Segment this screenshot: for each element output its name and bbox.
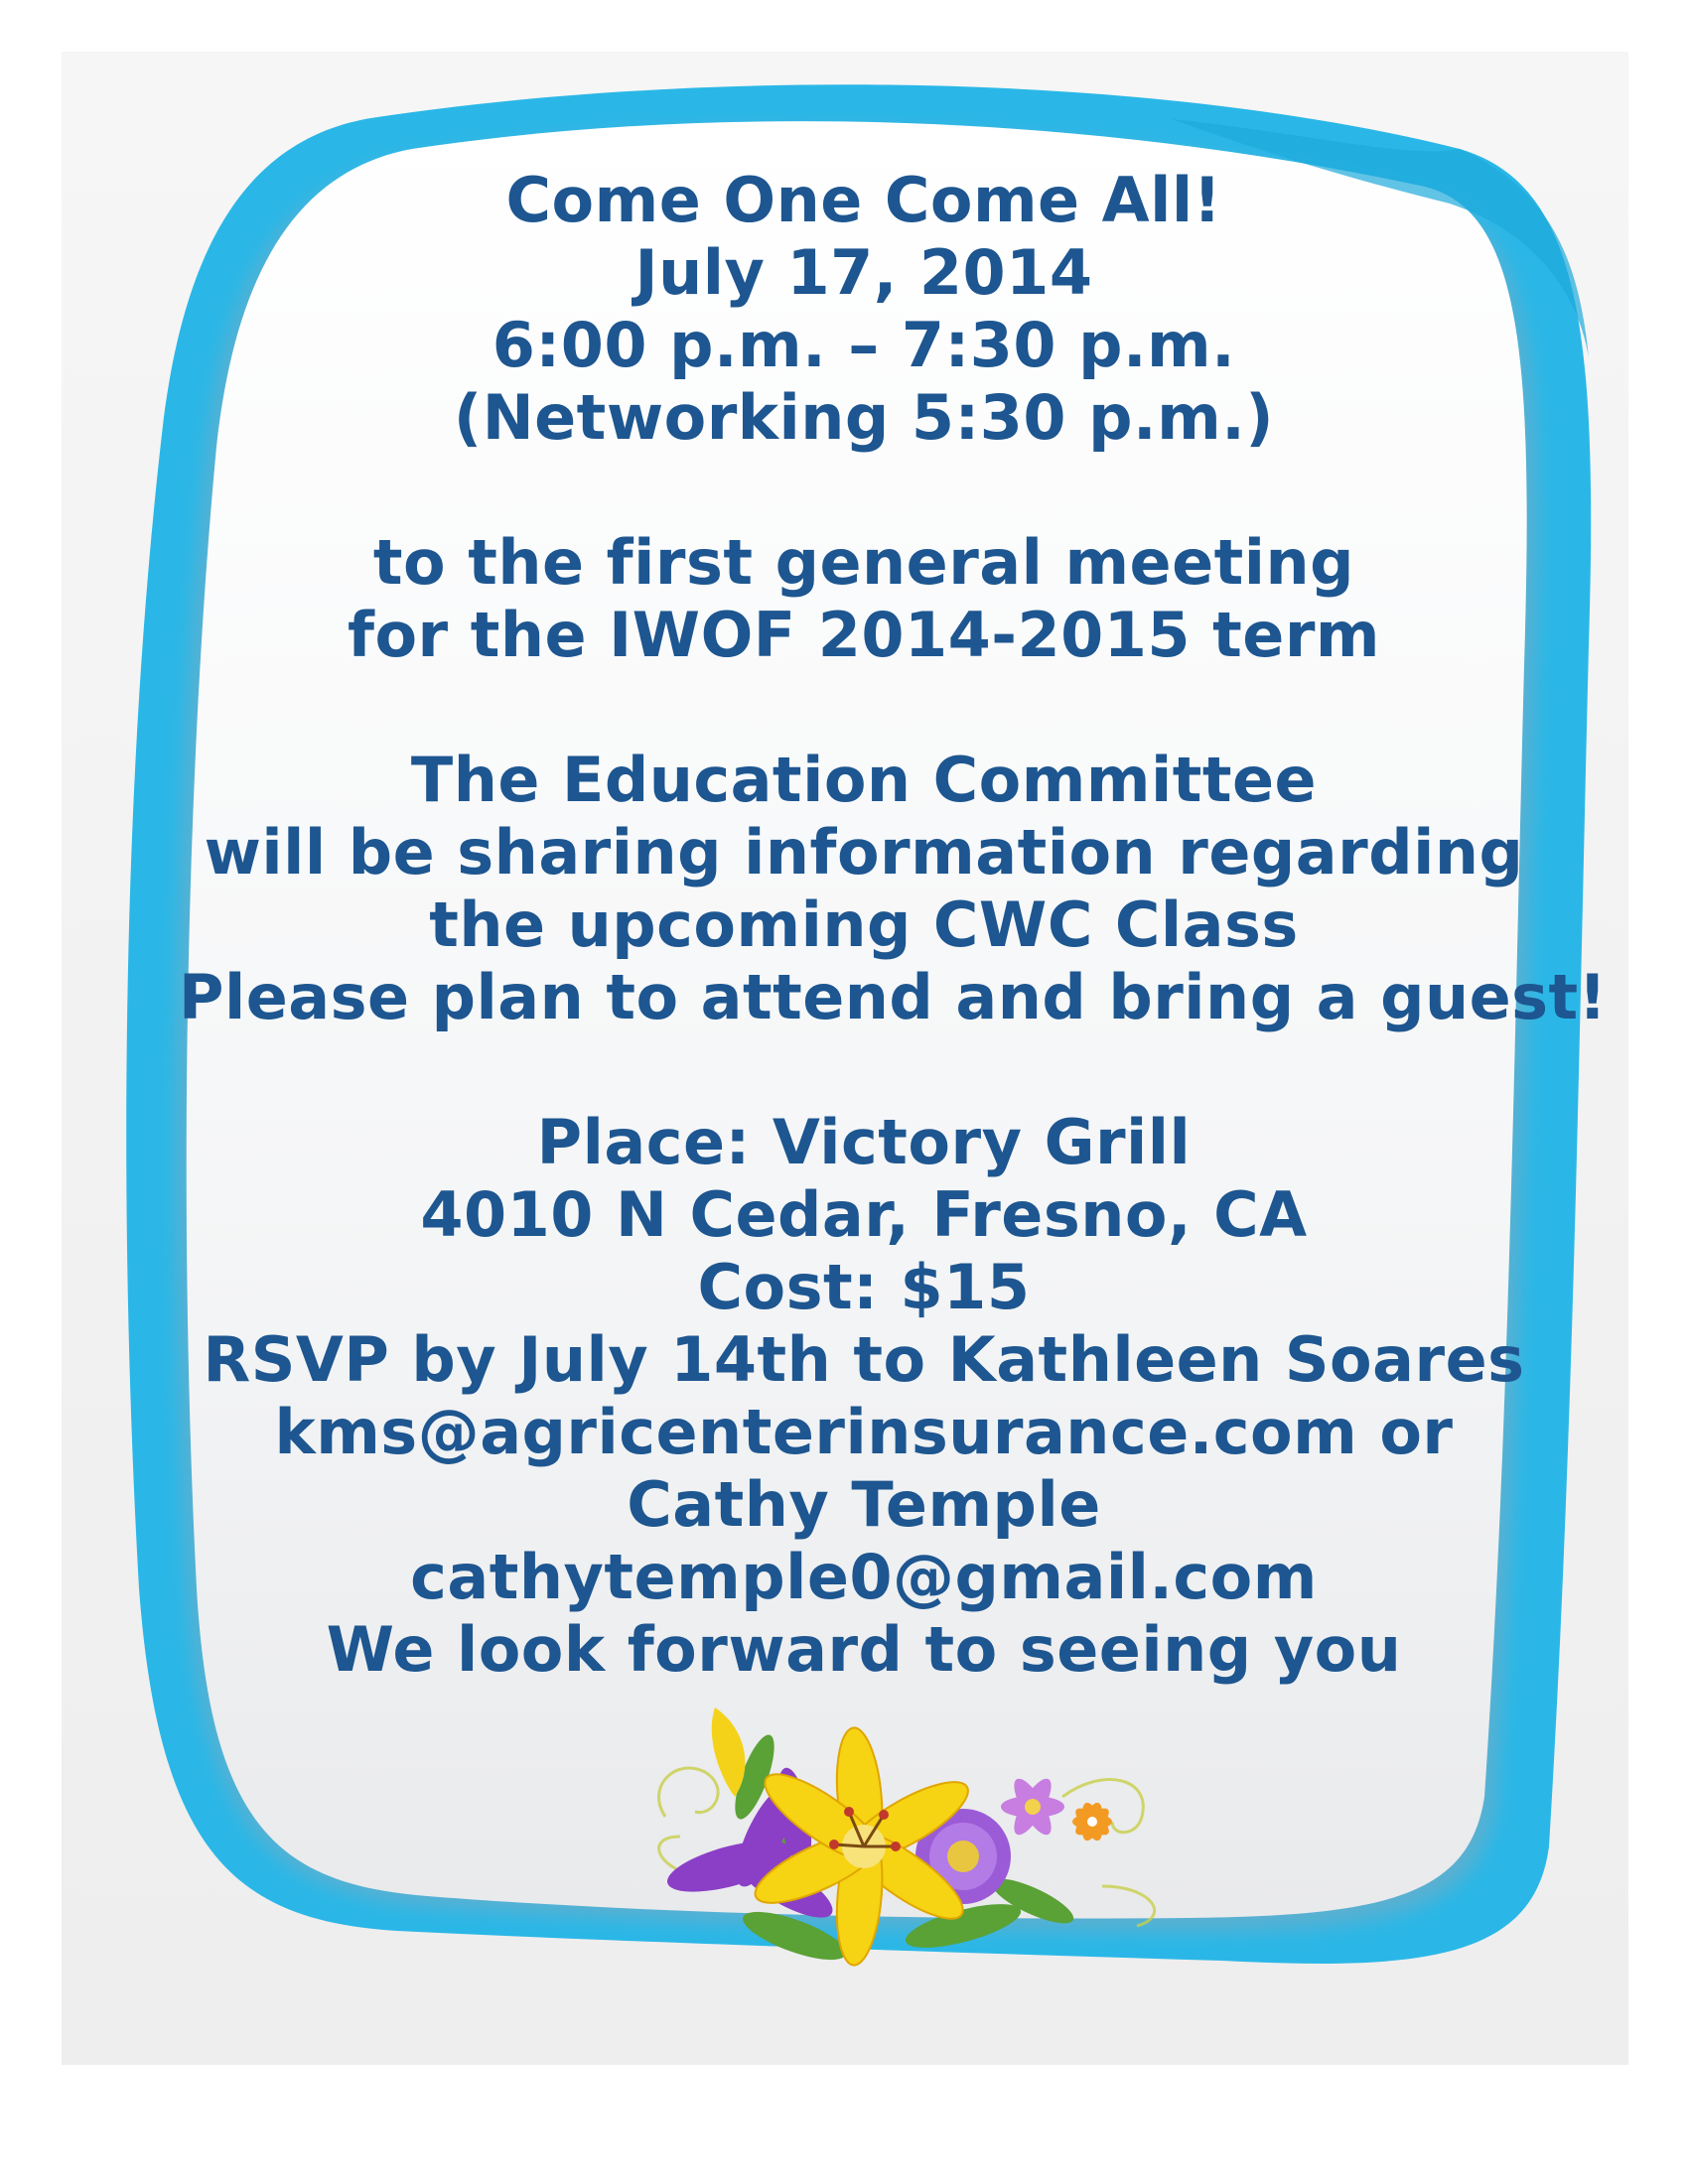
education-line-3: the upcoming CWC Class — [429, 888, 1299, 961]
orange-flower — [1071, 1801, 1113, 1843]
headline: Come One Come All! — [505, 164, 1222, 236]
flyer-text — [179, 164, 1608, 1686]
rsvp-email-1[interactable]: kms@agricenterinsurance.com or — [274, 1396, 1454, 1468]
spacer — [179, 671, 1549, 744]
place: Place: Victory Grill — [536, 1106, 1192, 1178]
lilac-flower — [1001, 1774, 1064, 1840]
spacer — [179, 1033, 1549, 1106]
cost: Cost: $15 — [697, 1251, 1031, 1323]
education-line-4: Please plan to attend and bring a guest! — [179, 961, 1608, 1033]
purpose-line-2: for the IWOF 2014-2015 term — [347, 599, 1381, 671]
purpose-line-1: to the first general meeting — [372, 526, 1355, 599]
rsvp-email-2[interactable]: cathytemple0@gmail.com — [410, 1541, 1318, 1613]
education-line-1: The Education Committee — [410, 744, 1318, 816]
rsvp: RSVP by July 14th to Kathleen Soares — [203, 1323, 1525, 1396]
address: 4010 N Cedar, Fresno, CA — [420, 1178, 1308, 1251]
event-time: 6:00 p.m. – 7:30 p.m. — [492, 309, 1236, 381]
education-line-2: will be sharing information regarding — [204, 816, 1524, 888]
rsvp-contact-2: Cathy Temple — [627, 1468, 1101, 1541]
event-date: July 17, 2014 — [634, 236, 1093, 309]
spacer — [179, 454, 1549, 526]
networking-time: (Networking 5:30 p.m.) — [453, 381, 1275, 454]
flower-bouquet-icon — [635, 1688, 1192, 2005]
closing: We look forward to seeing you — [326, 1613, 1402, 1686]
